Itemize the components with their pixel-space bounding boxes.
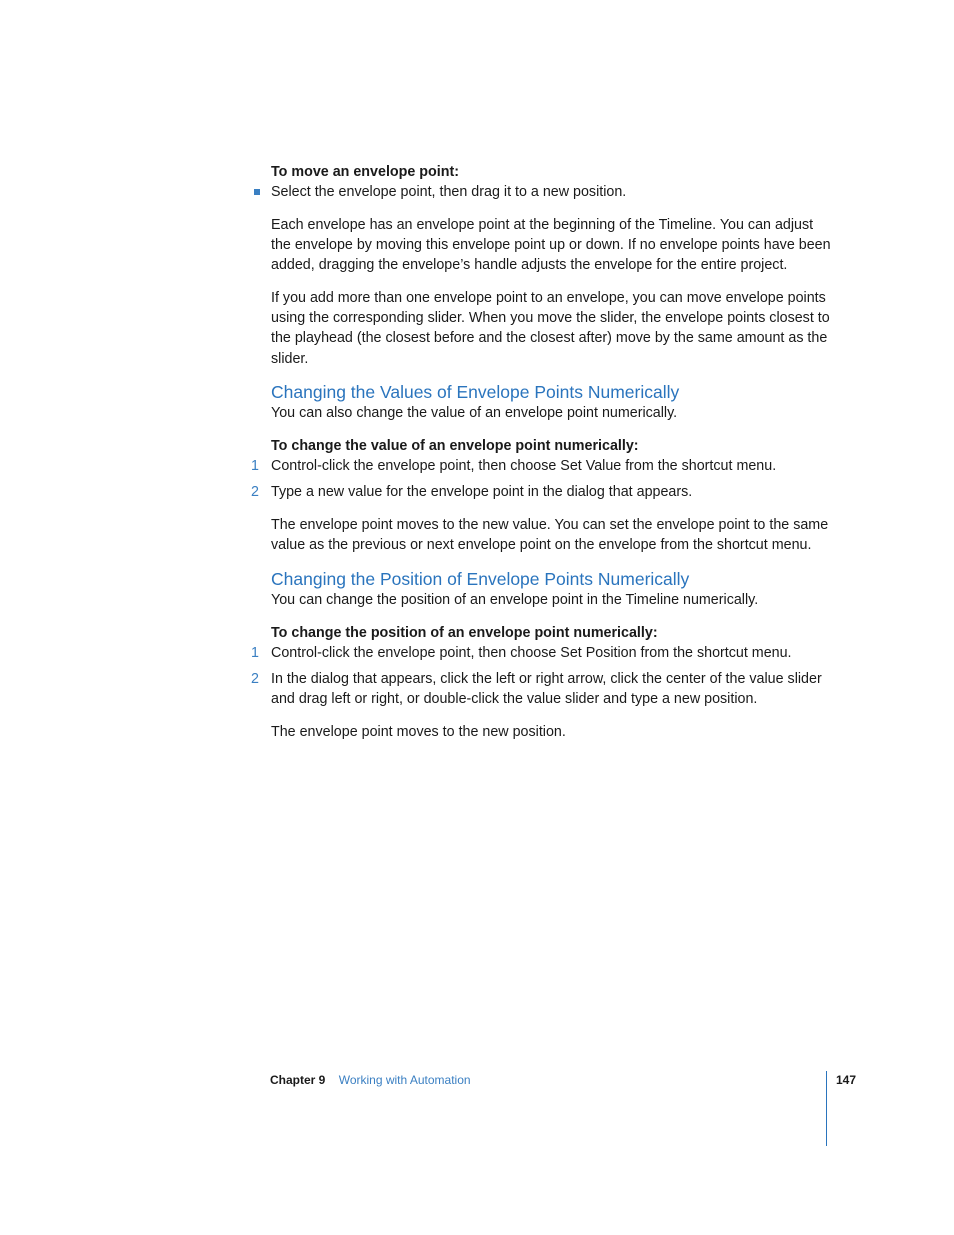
section-heading-position: Changing the Position of Envelope Points Numerically (271, 569, 690, 590)
bullet-square-icon (254, 189, 260, 195)
task-heading-move-point: To move an envelope point: (271, 164, 459, 180)
step-number: 2 (251, 484, 259, 501)
step-text: In the dialog that appears, click the left or right arrow, click the center of the value slider and drag left or right, or double-click the value slider and type a new position. (271, 671, 822, 708)
task-heading-position: To change the position of an envelope point numerically: (271, 624, 658, 641)
footer-chapter-label: Chapter 9 (270, 1073, 326, 1087)
step-text: Control-click the envelope point, then choose Set Value from the shortcut menu. (271, 458, 777, 475)
step-item (251, 482, 831, 502)
bullet-text: Select the envelope point, then drag it to a new position. (271, 184, 627, 201)
bullet-item (271, 182, 831, 202)
footer-divider (826, 1071, 827, 1146)
step-text: Type a new value for the envelope point in the dialog that appears. (271, 484, 693, 501)
result-paragraph: The envelope point moves to the new position. (271, 724, 566, 741)
page-footer (270, 1072, 471, 1088)
body-paragraph: Each envelope has an envelope point at the beginning of the Timeline. You can adjust the envelope by moving this envelope point up or down. If no envelope points have been added, dragging the envelope’s handle adjusts the envelope for the entire project. (271, 216, 831, 274)
footer-chapter-title: Working with Automation (338, 1073, 471, 1087)
step-item (251, 669, 831, 709)
body-paragraph: If you add more than one envelope point to an envelope, you can move envelope points using the corresponding slider. When you move the slider, the envelope points closest to the playhead (the closest before and the closest after) move by the same amount as the slider. (271, 290, 830, 367)
step-item (251, 456, 831, 476)
section-intro: You can change the position of an envelope point in the Timeline numerically. (271, 592, 759, 609)
page-number: 147 (836, 1073, 857, 1087)
step-number: 1 (251, 458, 259, 475)
section-intro: You can also change the value of an envelope point numerically. (271, 405, 678, 422)
step-text: Control-click the envelope point, then choose Set Position from the shortcut menu. (271, 644, 792, 661)
step-number: 1 (251, 644, 259, 661)
result-paragraph: The envelope point moves to the new value. You can set the envelope point to the same value as the previous or next envelope point on the envelope from the shortcut menu. (271, 517, 829, 554)
step-number: 2 (251, 671, 259, 688)
page-content (251, 162, 831, 755)
task-heading-values: To change the value of an envelope point numerically: (271, 438, 639, 455)
section-heading-values: Changing the Values of Envelope Points Numerically (271, 382, 680, 403)
step-item (251, 643, 831, 663)
